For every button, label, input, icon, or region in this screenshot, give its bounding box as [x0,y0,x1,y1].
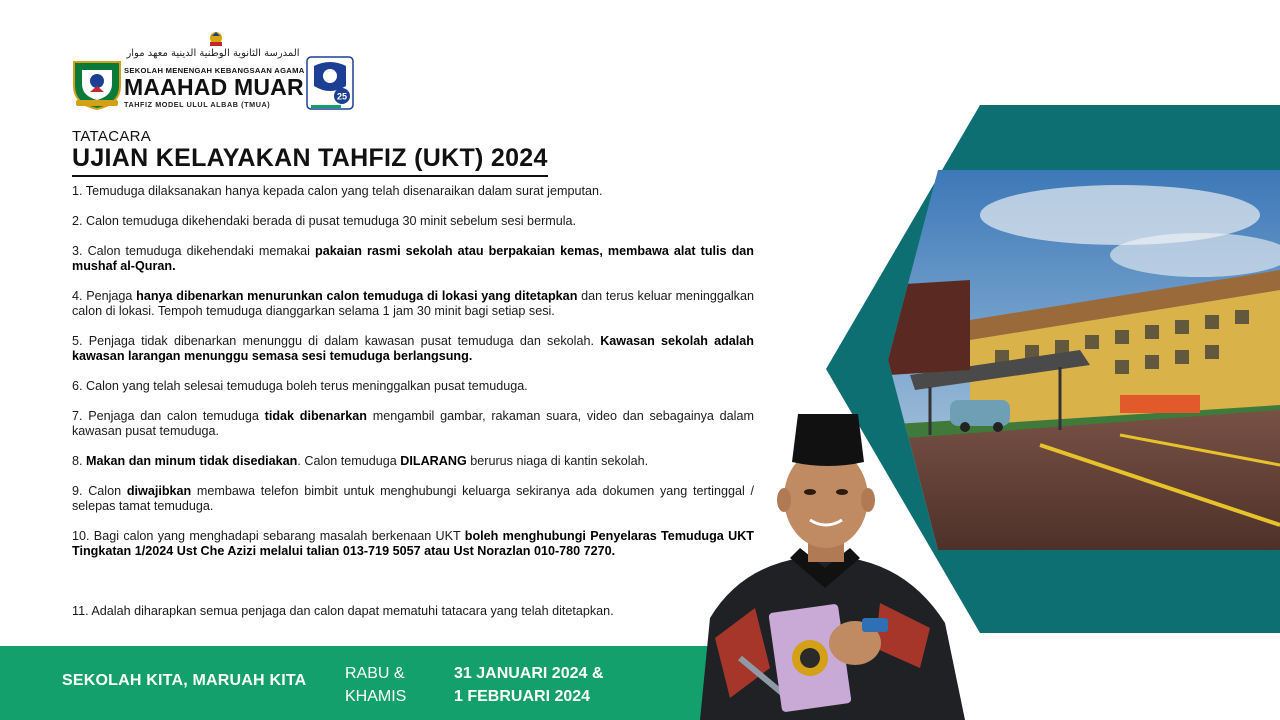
school-crest-icon [72,56,122,110]
dates-line-2: 1 FEBRUARI 2024 [454,688,591,705]
rule-item [72,334,754,364]
rule-emphasis: tidak dibenarkan [264,409,367,423]
rule-emphasis: boleh menghubungi Penyelaras Temuduga UKT Tingkatan 1/2024 Ust Che Azizi melalui talian 013-719 5057 atau Ust Norazlan 010-780 7270. [72,529,754,558]
footer-band [0,646,1280,720]
rule-text: 4. Penjaga [72,289,137,303]
rule-item [72,484,754,514]
school-logo-block [72,30,362,112]
interview-days [345,662,435,708]
school-motto: SEKOLAH KITA, MARUAH KITA [62,672,307,689]
anniversary-badge-icon [306,56,354,110]
rule-emphasis: DILARANG [400,454,467,468]
page-title: UJIAN KELAYAKAN TAHFIZ (UKT) 2024 [72,144,548,177]
rule-text: 8. [72,454,87,468]
page-kicker: TATACARA [72,128,152,145]
rule-emphasis: Kawasan sekolah adalah kawasan larangan menunggu semasa sesi temuduga berlangsung. [72,334,754,363]
arabic-school-name: المدرسة الثانوية الوطنية الدينية معهد موار [126,48,300,59]
rule-emphasis: hanya dibenarkan menurunkan calon temuduga di lokasi yang ditetapkan [136,289,578,303]
rule-text: . Calon temuduga [297,454,401,468]
rule-text: 2. Calon temuduga dikehendaki berada di pusat temuduga 30 minit sebelum sesi bermula. [72,214,577,228]
school-subtitle: SEKOLAH MENENGAH KEBANGSAAN AGAMA [124,66,305,75]
rule-text: 3. Calon temuduga dikehendaki memakai [72,244,316,258]
rule-text: 1. Temuduga dilaksanakan hanya kepada calon yang telah disenaraikan dalam surat jemputan. [72,184,603,198]
days-line-2: KHAMIS [345,688,407,705]
days-line-1: RABU & [345,665,405,682]
rule-text: 9. Calon [72,484,127,498]
rule-text: membawa telefon bimbit untuk menghubungi keluarga sekiranya ada dokumen yang tertinggal / selepas tamat temuduga. [72,484,754,513]
dates-line-1: 31 JANUARI 2024 & [454,665,604,682]
rule-item [72,409,754,439]
rule-text: dan terus keluar meninggalkan calon di lokasi. Tempoh temuduga dianggarkan selama 1 jam 30 minit bagi setiap sesi. [72,289,754,318]
school-tagline: TAHFIZ MODEL ULUL ALBAB (TMUA) [124,100,271,109]
rule-emphasis: diwajibkan [126,484,192,498]
rule-item [72,454,754,469]
rule-emphasis: pakaian rasmi sekolah atau berpakaian kemas, membawa alat tulis dan mushaf al-Quran. [72,244,754,273]
student-figure [680,408,970,720]
rule-text: 11. Adalah diharapkan semua penjaga dan calon dapat mematuhi tatacara yang telah ditetapkan. [72,604,614,618]
rule-item [72,604,754,619]
rule-text: 7. Penjaga dan calon temuduga [72,409,265,423]
rule-text: berurus niaga di kantin sekolah. [466,454,649,468]
rule-item [72,379,754,394]
rule-item [72,184,754,199]
rule-text: mengambil gambar, rakaman suara, video dan sebagainya dalam kawasan pusat temuduga. [72,409,754,438]
rule-item [72,529,754,559]
rule-item [72,214,754,229]
jata-negara-icon [204,30,228,48]
rule-item [72,289,754,319]
rule-emphasis: Makan dan minum tidak disediakan [86,454,298,468]
rule-text: 5. Penjaga tidak dibenarkan menunggu di dalam kawasan pusat temuduga dan sekolah. [72,334,601,348]
badge-number: 25 [336,91,348,102]
rule-text: 10. Bagi calon yang menghadapi sebarang masalah berkenaan UKT [72,529,465,543]
rule-item [72,244,754,274]
rule-text: 6. Calon yang telah selesai temuduga boleh terus meninggalkan pusat temuduga. [72,379,528,393]
interview-dates [454,662,674,708]
school-name: MAAHAD MUAR [124,74,304,100]
